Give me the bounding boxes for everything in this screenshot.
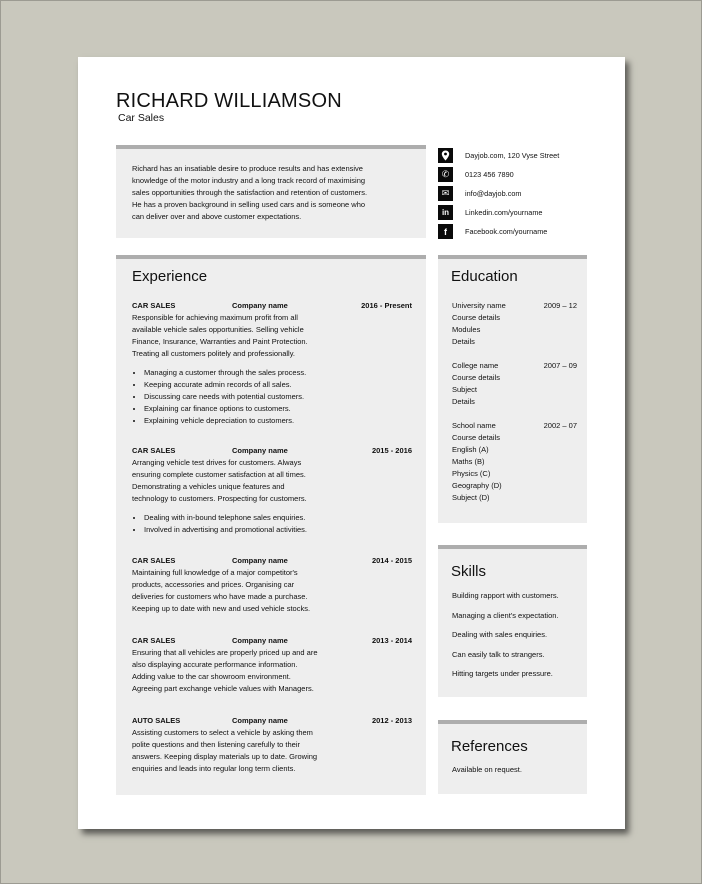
job-bullet: • Explaining vehicle depreciation to customers. [144,415,412,427]
job-desc-line: Keeping up to date with new and used vehicle stocks. [132,604,311,613]
education-detail: English (A) [452,445,489,454]
education-detail: Course details [452,313,500,322]
education-detail: Subject [452,385,478,394]
job-dates: 2012 - 2013 [371,716,412,725]
job-entry [132,635,412,695]
summary-line: sales opportunities through the satisfaction and retention of customers. [132,188,368,197]
contact-email[interactable] [438,184,608,203]
job-entry [132,555,412,615]
job-desc-line: Maintaining full knowledge of a major competitor's [132,568,298,577]
job-bullets [144,367,412,427]
job-title: CAR SALES [132,301,176,310]
section-title: References [451,738,528,755]
job-desc-line: Assisting customers to select a vehicle by asking them [132,728,313,737]
job-entry [132,445,412,536]
job-company: Company name [232,446,288,455]
candidate-name: RICHARD WILLIAMSON [116,90,342,112]
job-bullet: • Dealing with in-bound telephone sales enquiries. [144,512,412,524]
location-pin-icon [438,148,453,163]
job-title: CAR SALES [132,446,176,455]
section-accent-bar [438,720,587,724]
contact-address-text: Dayjob.com, 120 Vyse Street [465,151,560,160]
summary-line: Richard has an insatiable desire to produce results and has extensive [132,164,363,173]
education-years: 2007 – 09 [543,361,577,370]
candidate-role: Car Sales [118,112,165,124]
skills-section [438,545,587,697]
job-bullets [144,512,412,536]
experience-section [116,255,426,795]
education-entry [452,300,577,348]
contact-facebook[interactable] [438,222,608,241]
job-dates: 2013 - 2014 [371,636,412,645]
contact-facebook-text[interactable]: Facebook.com/yourname [465,227,548,236]
job-company: Company name [232,301,288,310]
contact-linkedin[interactable] [438,203,608,222]
education-years: 2002 – 07 [543,421,577,430]
job-company: Company name [232,556,288,565]
skill-item: Managing a client's expectation. [452,611,559,620]
linkedin-icon: in [438,205,453,220]
job-bullet: • Managing a customer through the sales process. [144,367,412,379]
job-title: CAR SALES [132,556,176,565]
section-title: Experience [132,268,208,285]
references-text: Available on request. [452,765,522,774]
job-desc-line: Ensuring that all vehicles are properly priced up and are [132,648,318,657]
facebook-icon: f [438,224,453,239]
education-detail: Modules [452,325,481,334]
school-name: University name [452,301,506,310]
job-desc-line: enquiries and leads into regular long term clients. [132,764,296,773]
job-dates: 2015 - 2016 [371,446,412,455]
job-desc-line: deliveries for customers who have made a purchase. [132,592,308,601]
education-section [438,255,587,523]
job-bullet: • Explaining car finance options to customers. [144,403,412,415]
education-detail: Maths (B) [452,457,485,466]
job-desc-line: Responsible for achieving maximum profit from all [132,313,298,322]
job-dates: 2014 - 2015 [371,556,412,565]
education-detail: Subject (D) [452,493,490,502]
skill-item: Hitting targets under pressure. [452,669,553,678]
job-desc-line: Treating all customers politely and professionally. [132,349,295,358]
job-bullet: • Keeping accurate admin records of all sales. [144,379,412,391]
education-entry [452,360,577,408]
contact-details [438,146,608,241]
job-desc-line: products, accessories and prices. Organising car [132,580,295,589]
education-detail: Course details [452,433,500,442]
job-desc-line: also displaying accurate performance information. [132,660,298,669]
job-title: CAR SALES [132,636,176,645]
job-desc-line: answers. Keeping display materials up to date. Growing [132,752,318,761]
summary-line: can deliver over and above customer expectations. [132,212,302,221]
job-desc-line: Arranging vehicle test drives for customers. Always [132,458,302,467]
section-accent-bar [438,255,587,259]
job-desc-line: technology to customers. Prospecting for customers. [132,494,307,503]
education-detail: Geography (D) [452,481,502,490]
education-detail: Physics (C) [452,469,491,478]
education-detail: Course details [452,373,500,382]
contact-linkedin-text[interactable]: Linkedin.com/yourname [465,208,543,217]
references-section [438,720,587,794]
job-desc-line: polite questions and then listening carefully to their [132,740,301,749]
job-desc-line: ensuring complete customer satisfaction at all times. [132,470,306,479]
job-company: Company name [232,716,288,725]
skill-item: Dealing with sales enquiries. [452,630,548,639]
education-years: 2009 – 12 [543,301,577,310]
section-accent-bar [438,545,587,549]
job-entry [132,300,412,427]
job-title: AUTO SALES [132,716,181,725]
job-bullet: • Discussing care needs with potential customers. [144,391,412,403]
summary-line: knowledge of the motor industry and a long track record of maximising [132,176,366,185]
contact-email-text[interactable]: info@dayjob.com [465,189,522,198]
section-title: Education [451,268,518,285]
job-company: Company name [232,636,288,645]
school-name: School name [452,421,496,430]
job-desc-line: Agreeing part exchange vehicle values with Managers. [132,684,314,693]
skill-item: Can easily talk to strangers. [452,650,545,659]
job-desc-line: Adding value to the car showroom environment. [132,672,291,681]
education-entry [452,420,577,504]
section-accent-bar [116,255,426,259]
profile-summary [116,149,426,238]
summary-line: He has a proven background in selling used cars and is someone who [132,200,366,209]
education-detail: Details [452,337,475,346]
contact-phone-text: 0123 456 7890 [465,170,514,179]
cv-page [78,57,625,829]
job-desc-line: available vehicle sales opportunities. Selling vehicle [132,325,304,334]
skill-item: Building rapport with customers. [452,591,559,600]
phone-icon: ✆ [438,167,453,182]
education-detail: Details [452,397,475,406]
email-icon: ✉ [438,186,453,201]
job-entry [132,715,412,775]
contact-phone [438,165,608,184]
job-desc-line: Finance, Insurance, Warranties and Paint Protection. [132,337,308,346]
contact-address [438,146,608,165]
school-name: College name [452,361,499,370]
job-dates: 2016 - Present [361,301,412,310]
job-desc-line: Demonstrating a vehicles unique features and [132,482,285,491]
section-title: Skills [451,563,487,580]
job-bullet: • Involved in advertising and promotional activities. [144,524,412,536]
